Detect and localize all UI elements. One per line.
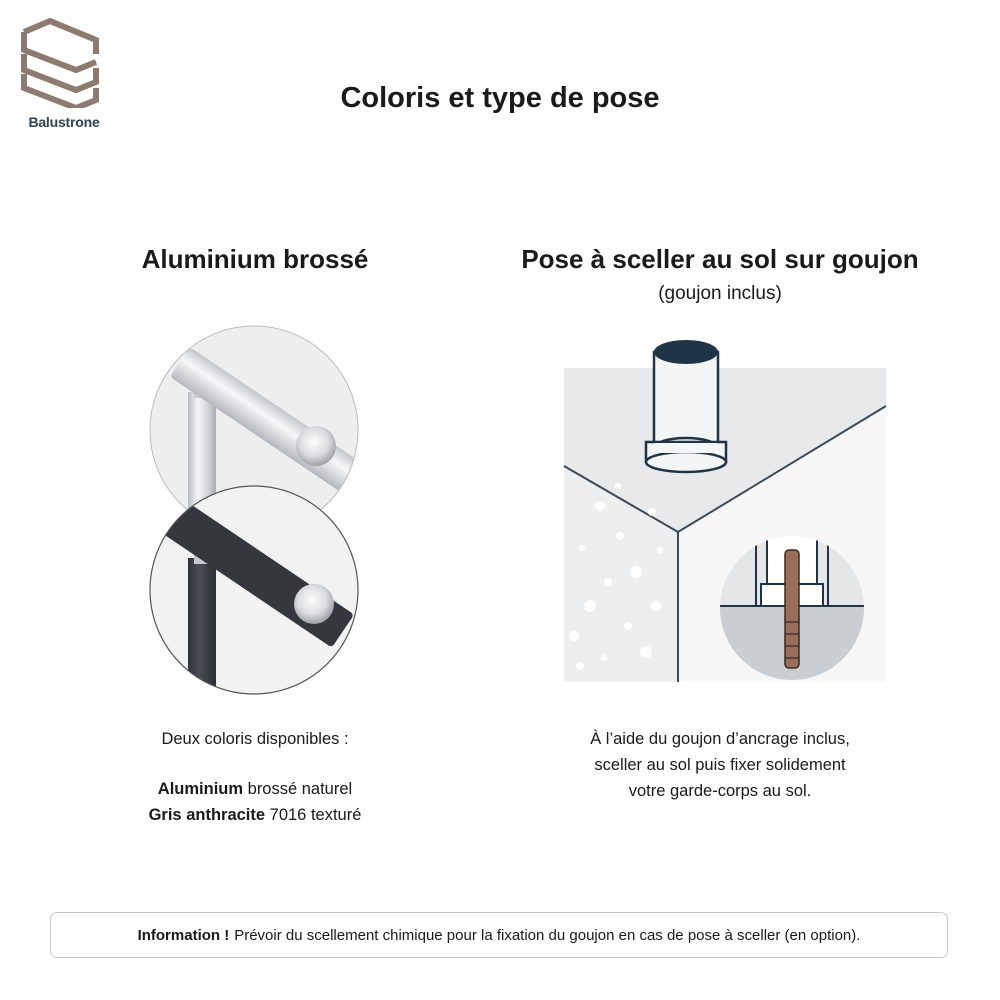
colors-intro: Deux coloris disponibles : bbox=[161, 730, 349, 748]
color-option-name: Gris anthracite bbox=[148, 806, 266, 824]
installation-heading: Pose à sceller au sol sur goujon bbox=[521, 244, 919, 274]
brand-name: Balustrone bbox=[28, 114, 100, 130]
installation-description bbox=[540, 726, 900, 804]
page-title: Coloris et type de pose bbox=[340, 82, 660, 114]
anthracite-swatch bbox=[150, 486, 358, 704]
color-swatches bbox=[140, 322, 370, 704]
installation-diagram bbox=[560, 336, 890, 686]
post-sleeve bbox=[646, 340, 726, 472]
color-option-name: Aluminium bbox=[157, 780, 244, 798]
description-line: votre garde-corps au sol. bbox=[628, 782, 812, 800]
description-line: À l’aide du goujon d’ancrage inclus, bbox=[590, 730, 850, 748]
brand-logo bbox=[14, 18, 110, 134]
information-label: Information ! bbox=[137, 926, 230, 944]
finish-description bbox=[100, 726, 410, 828]
color-option bbox=[100, 802, 410, 828]
information-text: Prévoir du scellement chimique pour la fixation du goujon en cas de pose à sceller (en option). bbox=[234, 926, 861, 944]
color-option-detail: brossé naturel bbox=[247, 780, 353, 798]
color-option-detail: 7016 texturé bbox=[269, 806, 362, 824]
description-line: sceller au sol puis fixer solidement bbox=[594, 756, 846, 774]
information-notice bbox=[50, 912, 948, 958]
finish-heading: Aluminium brossé bbox=[141, 244, 369, 274]
color-option bbox=[100, 776, 410, 802]
installation-subheading: (goujon inclus) bbox=[658, 283, 782, 304]
